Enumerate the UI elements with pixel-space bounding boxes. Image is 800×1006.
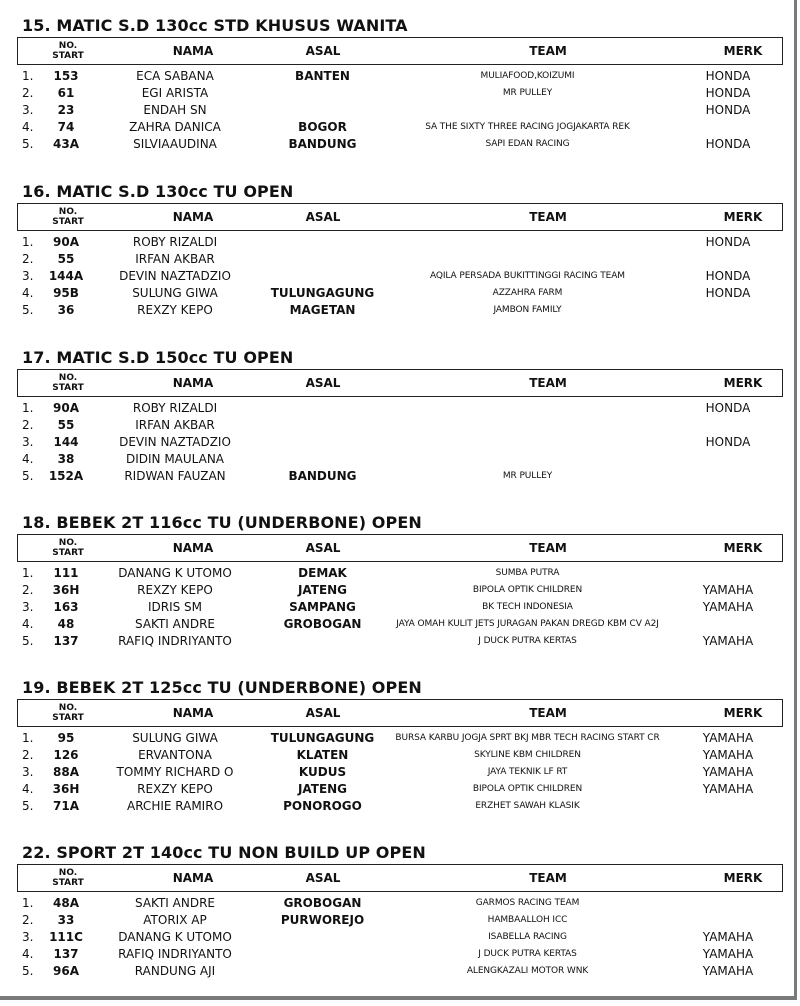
section-title: 19. BEBEK 2T 125cc TU (UNDERBONE) OPEN <box>22 678 422 697</box>
row-brand: YAMAHA <box>702 748 754 762</box>
table-body <box>0 565 800 650</box>
row-team: ISABELLA RACING <box>488 932 567 942</box>
table-row <box>0 451 800 468</box>
row-position: 1. <box>22 896 34 910</box>
row-start-number: 36 <box>57 303 75 317</box>
row-start-number: 48A <box>53 896 79 910</box>
table-row <box>0 616 800 633</box>
table-header <box>17 864 783 892</box>
table-body <box>0 895 800 980</box>
row-position: 4. <box>22 947 34 961</box>
row-position: 3. <box>22 765 34 779</box>
row-position: 1. <box>22 731 34 745</box>
row-origin: TULUNGAGUNG <box>270 286 375 300</box>
row-start-number: 74 <box>57 120 75 134</box>
header-no-start <box>36 38 100 64</box>
table-body <box>0 68 800 153</box>
table-row <box>0 895 800 912</box>
row-team: MR PULLEY <box>502 471 553 481</box>
row-brand <box>683 798 773 815</box>
row-start-number: 71A <box>53 799 79 813</box>
row-brand: HONDA <box>705 235 751 249</box>
row-start-number: 33 <box>57 913 75 927</box>
header-nama: NAMA <box>172 541 214 555</box>
row-rider-name: IRFAN AKBAR <box>135 418 215 432</box>
row-position: 4. <box>22 617 34 631</box>
row-origin: BANDUNG <box>288 469 357 483</box>
row-rider-name: TOMMY RICHARD O <box>116 765 234 779</box>
row-rider-name: REXZY KEPO <box>137 303 213 317</box>
header-no-line2: START <box>52 217 84 227</box>
row-team: ERZHET SAWAH KLASIK <box>475 801 580 811</box>
table-row <box>0 400 800 417</box>
row-team: SA THE SIXTY THREE RACING JOGJAKARTA REK <box>425 122 630 132</box>
header-nama: NAMA <box>172 44 214 58</box>
row-team: GARMOS RACING TEAM <box>475 898 580 908</box>
header-no-line1: NO. <box>58 41 78 51</box>
row-origin: PONOROGO <box>283 799 362 813</box>
row-team <box>340 251 715 268</box>
header-no-start <box>36 204 100 230</box>
header-asal: ASAL <box>305 210 341 224</box>
row-team <box>340 400 715 417</box>
row-rider-name: ZAHRA DANICA <box>129 120 221 134</box>
row-start-number: 95B <box>53 286 79 300</box>
row-position: 1. <box>22 235 34 249</box>
row-start-number: 61 <box>57 86 75 100</box>
row-rider-name: SULUNG GIWA <box>132 731 218 745</box>
row-start-number: 126 <box>53 748 79 762</box>
table-row <box>0 85 800 102</box>
header-no-line2: START <box>52 713 84 723</box>
row-start-number: 137 <box>53 947 79 961</box>
row-brand <box>683 251 773 268</box>
row-position: 4. <box>22 120 34 134</box>
header-no-line1: NO. <box>58 373 78 383</box>
header-team: TEAM <box>529 871 567 885</box>
row-rider-name: ENDAH SN <box>143 103 207 117</box>
row-team: JAYA OMAH KULIT JETS JURAGAN PAKAN DREGD KBM CV A2J <box>396 619 659 629</box>
section-title: 22. SPORT 2T 140cc TU NON BUILD UP OPEN <box>22 843 426 862</box>
table-row <box>0 68 800 85</box>
header-team: TEAM <box>529 706 567 720</box>
header-asal: ASAL <box>305 706 341 720</box>
row-position: 5. <box>22 137 34 151</box>
row-team <box>340 417 715 434</box>
header-team: TEAM <box>529 44 567 58</box>
row-start-number: 90A <box>53 401 79 415</box>
row-brand: YAMAHA <box>702 930 754 944</box>
row-team <box>340 234 715 251</box>
row-position: 5. <box>22 634 34 648</box>
row-origin: GROBOGAN <box>283 617 362 631</box>
header-no-line1: NO. <box>58 538 78 548</box>
row-start-number: 137 <box>53 634 79 648</box>
row-team: SKYLINE KBM CHILDREN <box>474 750 581 760</box>
row-position: 3. <box>22 103 34 117</box>
row-brand: YAMAHA <box>702 600 754 614</box>
row-position: 2. <box>22 583 34 597</box>
header-no-line2: START <box>52 878 84 888</box>
row-start-number: 163 <box>53 600 79 614</box>
row-start-number: 23 <box>57 103 75 117</box>
row-team <box>340 451 715 468</box>
row-position: 3. <box>22 269 34 283</box>
row-origin: KUDUS <box>298 765 347 779</box>
row-start-number: 38 <box>57 452 75 466</box>
table-row <box>0 946 800 963</box>
row-team: J DUCK PUTRA KERTAS <box>478 636 577 646</box>
table-header <box>17 534 783 562</box>
row-brand: HONDA <box>705 137 751 151</box>
table-row <box>0 565 800 582</box>
row-rider-name: RAFIQ INDRIYANTO <box>118 947 232 961</box>
row-team: BURSA KARBU JOGJA SPRT BKJ MBR TECH RACING START CR <box>395 733 660 743</box>
row-start-number: 48 <box>57 617 75 631</box>
row-team <box>340 102 715 119</box>
row-rider-name: SULUNG GIWA <box>132 286 218 300</box>
row-origin: MAGETAN <box>289 303 356 317</box>
row-position: 1. <box>22 401 34 415</box>
row-brand <box>683 468 773 485</box>
header-asal: ASAL <box>305 541 341 555</box>
table-header <box>17 699 783 727</box>
header-nama: NAMA <box>172 706 214 720</box>
table-row <box>0 136 800 153</box>
row-brand: HONDA <box>705 103 751 117</box>
header-team: TEAM <box>529 210 567 224</box>
row-team <box>340 434 715 451</box>
table-row <box>0 234 800 251</box>
row-position: 2. <box>22 748 34 762</box>
row-brand: YAMAHA <box>702 731 754 745</box>
row-start-number: 55 <box>57 252 75 266</box>
row-rider-name: REXZY KEPO <box>137 583 213 597</box>
row-brand <box>683 565 773 582</box>
row-position: 2. <box>22 913 34 927</box>
row-rider-name: SAKTI ANDRE <box>134 617 215 631</box>
table-row <box>0 251 800 268</box>
row-rider-name: ECA SABANA <box>136 69 214 83</box>
row-position: 2. <box>22 86 34 100</box>
row-origin: JATENG <box>297 782 348 796</box>
row-brand <box>683 302 773 319</box>
race-class-section <box>0 511 800 676</box>
table-body <box>0 730 800 815</box>
row-position: 5. <box>22 469 34 483</box>
header-merk: MERK <box>723 376 763 390</box>
race-class-section <box>0 14 800 179</box>
row-start-number: 152A <box>48 469 84 483</box>
row-position: 1. <box>22 566 34 580</box>
row-team: MULIAFOOD,KOIZUMI <box>480 71 575 81</box>
row-origin: KLATEN <box>296 748 349 762</box>
header-no-line2: START <box>52 51 84 61</box>
header-no-start <box>36 865 100 891</box>
header-merk: MERK <box>723 871 763 885</box>
row-rider-name: EGI ARISTA <box>141 86 209 100</box>
row-brand <box>683 912 773 929</box>
table-row <box>0 417 800 434</box>
row-team: SAPI EDAN RACING <box>485 139 570 149</box>
table-row <box>0 929 800 946</box>
row-position: 5. <box>22 964 34 978</box>
table-body <box>0 400 800 485</box>
row-brand: HONDA <box>705 86 751 100</box>
row-origin: BANDUNG <box>288 137 357 151</box>
row-rider-name: ARCHIE RAMIRO <box>126 799 224 813</box>
row-brand: HONDA <box>705 435 751 449</box>
row-position: 4. <box>22 782 34 796</box>
race-class-section <box>0 180 800 345</box>
header-nama: NAMA <box>172 210 214 224</box>
row-team: SUMBA PUTRA <box>495 568 560 578</box>
table-body <box>0 234 800 319</box>
row-start-number: 144A <box>48 269 84 283</box>
row-position: 5. <box>22 799 34 813</box>
row-team: HAMBAALLOH ICC <box>487 915 568 925</box>
header-merk: MERK <box>723 44 763 58</box>
row-brand: YAMAHA <box>702 765 754 779</box>
row-start-number: 95 <box>57 731 75 745</box>
row-brand: YAMAHA <box>702 634 754 648</box>
table-row <box>0 633 800 650</box>
table-header <box>17 37 783 65</box>
row-rider-name: DEVIN NAZTADZIO <box>119 435 231 449</box>
row-start-number: 153 <box>53 69 79 83</box>
header-merk: MERK <box>723 541 763 555</box>
row-brand: YAMAHA <box>702 782 754 796</box>
header-team: TEAM <box>529 376 567 390</box>
row-brand <box>683 616 773 633</box>
row-rider-name: RANDUNG AJI <box>134 964 216 978</box>
row-position: 4. <box>22 286 34 300</box>
row-origin: BOGOR <box>298 120 347 134</box>
row-rider-name: DEVIN NAZTADZIO <box>119 269 231 283</box>
section-title: 18. BEBEK 2T 116cc TU (UNDERBONE) OPEN <box>22 513 422 532</box>
row-rider-name: ATORIX AP <box>143 913 207 927</box>
row-brand: HONDA <box>705 401 751 415</box>
row-start-number: 96A <box>53 964 79 978</box>
header-no-line1: NO. <box>58 868 78 878</box>
row-team: AZZAHRA FARM <box>492 288 563 298</box>
table-header <box>17 203 783 231</box>
table-row <box>0 599 800 616</box>
row-start-number: 111 <box>53 566 79 580</box>
header-merk: MERK <box>723 706 763 720</box>
row-position: 5. <box>22 303 34 317</box>
table-row <box>0 798 800 815</box>
row-position: 1. <box>22 69 34 83</box>
row-position: 3. <box>22 600 34 614</box>
row-rider-name: SILVIAAUDINA <box>133 137 217 151</box>
row-brand: HONDA <box>705 269 751 283</box>
row-origin: TULUNGAGUNG <box>270 731 375 745</box>
row-start-number: 43A <box>53 137 79 151</box>
table-row <box>0 468 800 485</box>
table-row <box>0 747 800 764</box>
row-rider-name: RAFIQ INDRIYANTO <box>118 634 232 648</box>
table-row <box>0 268 800 285</box>
table-header <box>17 369 783 397</box>
section-title: 15. MATIC S.D 130cc STD KHUSUS WANITA <box>22 16 408 35</box>
header-no-start <box>36 535 100 561</box>
table-row <box>0 912 800 929</box>
row-origin: SAMPANG <box>289 600 356 614</box>
row-position: 3. <box>22 930 34 944</box>
row-brand <box>683 119 773 136</box>
row-start-number: 36H <box>52 782 80 796</box>
row-brand <box>683 451 773 468</box>
header-no-line2: START <box>52 548 84 558</box>
row-team: J DUCK PUTRA KERTAS <box>478 949 577 959</box>
header-no-start <box>36 700 100 726</box>
row-rider-name: DANANG K UTOMO <box>118 566 232 580</box>
row-brand: YAMAHA <box>702 947 754 961</box>
table-row <box>0 963 800 980</box>
row-start-number: 55 <box>57 418 75 432</box>
row-rider-name: DANANG K UTOMO <box>118 930 232 944</box>
row-rider-name: ROBY RIZALDI <box>132 235 218 249</box>
section-title: 17. MATIC S.D 150cc TU OPEN <box>22 348 294 367</box>
row-origin: JATENG <box>297 583 348 597</box>
row-start-number: 88A <box>53 765 79 779</box>
table-row <box>0 119 800 136</box>
row-team: ALENGKAZALI MOTOR WNK <box>466 966 589 976</box>
header-nama: NAMA <box>172 376 214 390</box>
row-rider-name: DIDIN MAULANA <box>125 452 225 466</box>
table-row <box>0 434 800 451</box>
table-row <box>0 102 800 119</box>
row-origin: BANTEN <box>295 69 350 83</box>
table-row <box>0 730 800 747</box>
row-position: 2. <box>22 252 34 266</box>
row-brand: YAMAHA <box>702 583 754 597</box>
row-start-number: 111C <box>49 930 83 944</box>
header-no-line1: NO. <box>58 207 78 217</box>
row-team: BIPOLA OPTIK CHILDREN <box>472 585 583 595</box>
race-class-section <box>0 346 800 511</box>
row-origin: PURWOREJO <box>280 913 365 927</box>
race-class-section <box>0 841 800 1006</box>
row-position: 4. <box>22 452 34 466</box>
row-team: AQILA PERSADA BUKITTINGGI RACING TEAM <box>430 271 625 281</box>
row-brand <box>683 895 773 912</box>
header-team: TEAM <box>529 541 567 555</box>
header-no-line1: NO. <box>58 703 78 713</box>
row-position: 2. <box>22 418 34 432</box>
row-brand: HONDA <box>705 69 751 83</box>
row-team: MR PULLEY <box>502 88 553 98</box>
row-team: BK TECH INDONESIA <box>482 602 573 612</box>
row-team: JAMBON FAMILY <box>493 305 562 315</box>
row-brand: HONDA <box>705 286 751 300</box>
table-row <box>0 302 800 319</box>
row-brand: YAMAHA <box>702 964 754 978</box>
header-no-start <box>36 370 100 396</box>
header-nama: NAMA <box>172 871 214 885</box>
table-row <box>0 781 800 798</box>
row-start-number: 36H <box>52 583 80 597</box>
row-rider-name: RIDWAN FAUZAN <box>124 469 226 483</box>
row-rider-name: REXZY KEPO <box>137 782 213 796</box>
race-class-section <box>0 676 800 841</box>
row-rider-name: SAKTI ANDRE <box>134 896 215 910</box>
row-rider-name: ROBY RIZALDI <box>132 401 218 415</box>
row-rider-name: ERVANTONA <box>138 748 212 762</box>
row-rider-name: IDRIS SM <box>147 600 203 614</box>
header-no-line2: START <box>52 383 84 393</box>
row-team: JAYA TEKNIK LF RT <box>487 767 568 777</box>
table-row <box>0 764 800 781</box>
table-row <box>0 582 800 599</box>
table-row <box>0 285 800 302</box>
header-merk: MERK <box>723 210 763 224</box>
header-asal: ASAL <box>305 871 341 885</box>
row-origin: GROBOGAN <box>283 896 362 910</box>
section-title: 16. MATIC S.D 130cc TU OPEN <box>22 182 294 201</box>
header-asal: ASAL <box>305 376 341 390</box>
header-asal: ASAL <box>305 44 341 58</box>
row-team: BIPOLA OPTIK CHILDREN <box>472 784 583 794</box>
row-start-number: 144 <box>53 435 79 449</box>
row-origin: DEMAK <box>298 566 347 580</box>
row-start-number: 90A <box>53 235 79 249</box>
row-brand <box>683 417 773 434</box>
row-rider-name: IRFAN AKBAR <box>135 252 215 266</box>
row-position: 3. <box>22 435 34 449</box>
